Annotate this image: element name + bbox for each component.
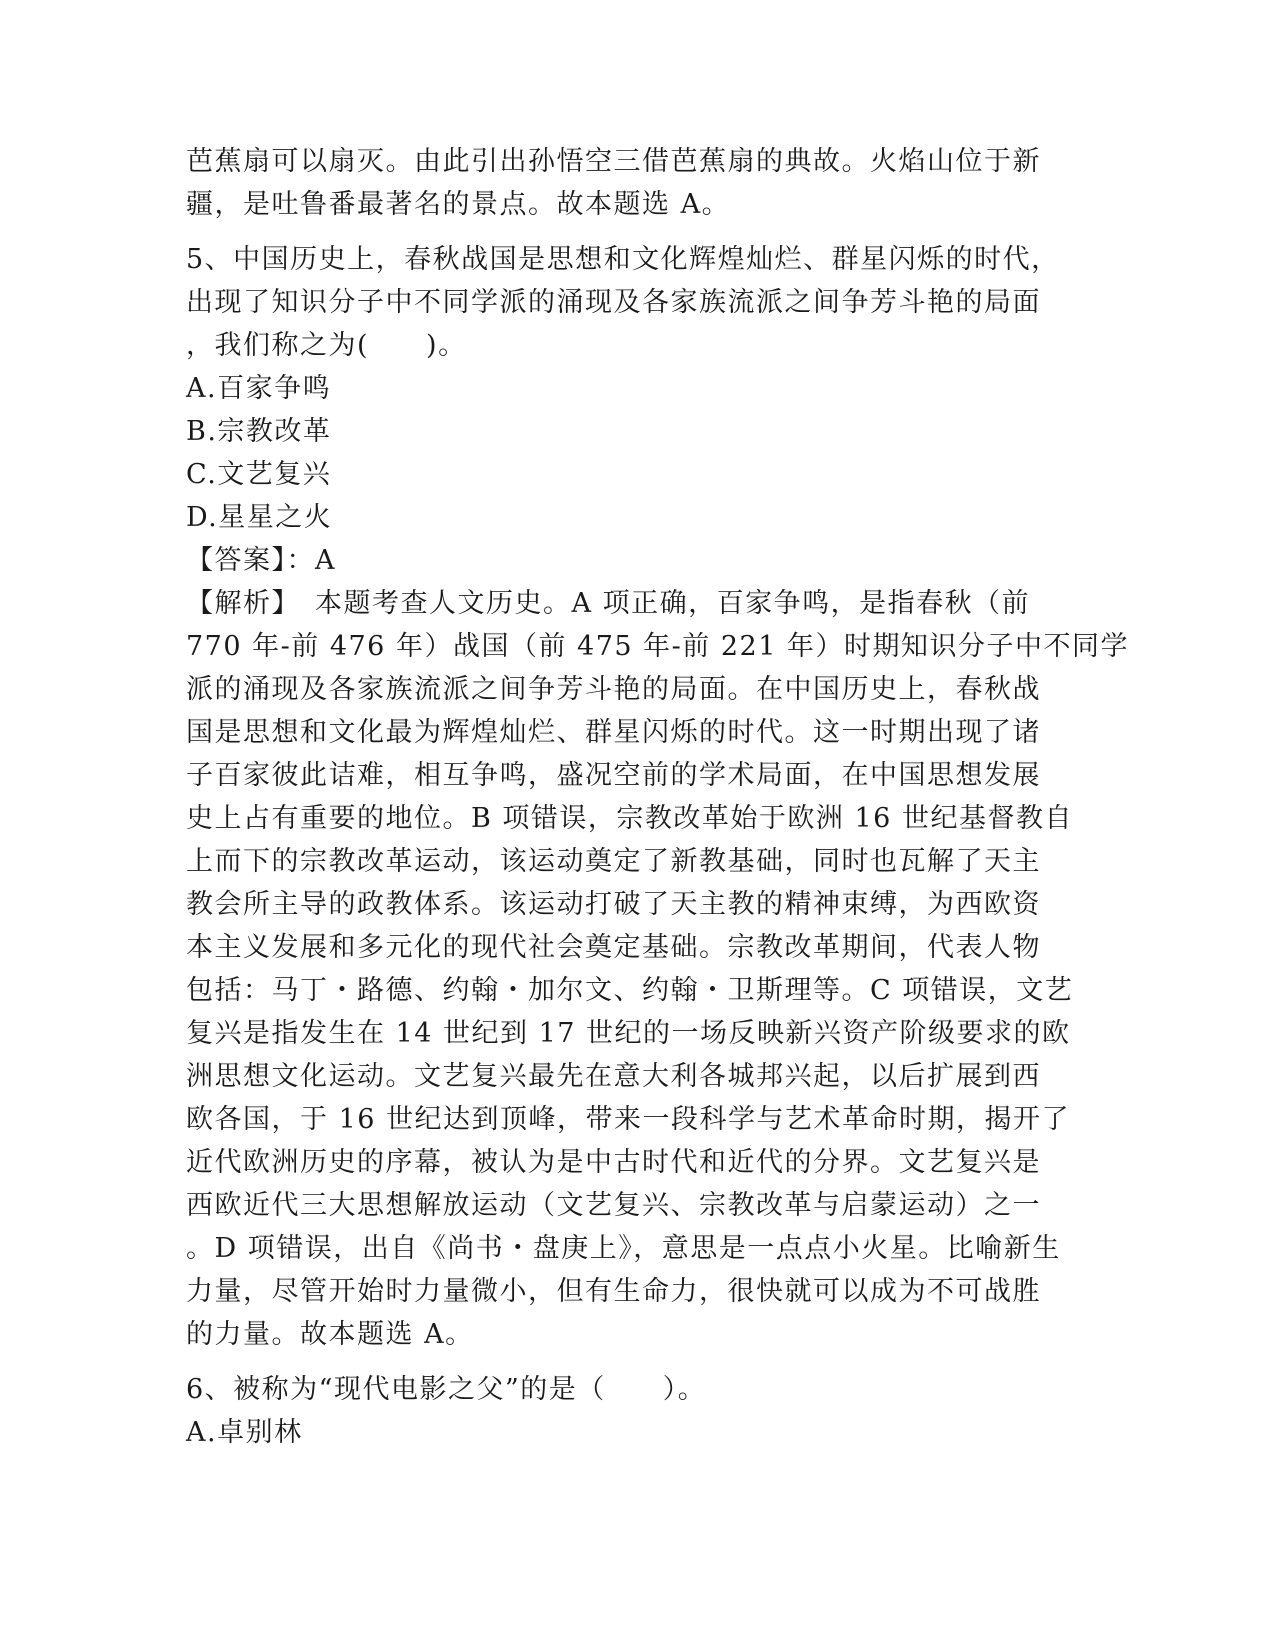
analysis-line: 西欧近代三大思想解放运动（文艺复兴、宗教改革与启蒙运动）之一 <box>186 1190 1041 1221</box>
analysis-line: 近代欧洲历史的序幕，被认为是中古时代和近代的分界。文艺复兴是 <box>186 1147 1041 1178</box>
option-a: A.卓别林 <box>186 1417 303 1448</box>
analysis-line: 上而下的宗教改革运动，该运动奠定了新教基础，同时也瓦解了天主 <box>186 846 1041 877</box>
previous-answer-tail <box>186 140 1086 226</box>
analysis-line: 洲思想文化运动。文艺复兴最先在意大利各城邦兴起，以后扩展到西 <box>186 1061 1041 1092</box>
analysis-line: 。D 项错误，出自《尚书・盘庚上》，意思是一点点小火星。比喻新生 <box>186 1233 1061 1264</box>
analysis-line: 派的涌现及各家族流派之间争芳斗艳的局面。在中国历史上，春秋战 <box>186 674 1041 705</box>
question-stem-line: 6、被称为“现代电影之父”的是（ ）。 <box>186 1374 707 1405</box>
option-c: C.文艺复兴 <box>186 459 332 490</box>
option-d: D.星星之火 <box>186 502 333 533</box>
question-stem-line: 出现了知识分子中不同学派的涌现及各家族流派之间争芳斗艳的局面 <box>186 287 1041 318</box>
analysis-line: 【解析】 本题考查人文历史。A 项正确，百家争鸣，是指春秋（前 <box>186 588 1031 619</box>
analysis-line: 国是思想和文化最为辉煌灿烂、群星闪烁的时代。这一时期出现了诸 <box>186 717 1041 748</box>
analysis-line: 复兴是指发生在 14 世纪到 17 世纪的一场反映新兴资产阶级要求的欧 <box>186 1018 1071 1049</box>
analysis-line: 欧各国，于 16 世纪达到顶峰，带来一段科学与艺术革命时期，揭开了 <box>186 1104 1071 1135</box>
question-5 <box>186 238 1129 1356</box>
analysis-line: 本主义发展和多元化的现代社会奠定基础。宗教改革期间，代表人物 <box>186 932 1041 963</box>
option-a: A.百家争鸣 <box>186 373 332 404</box>
analysis-line: 子百家彼此诘难，相互争鸣，盛况空前的学术局面，在中国思想发展 <box>186 760 1041 791</box>
question-stem-line: ，我们称之为( )。 <box>186 330 467 361</box>
analysis-line: 的力量。故本题选 A。 <box>186 1319 474 1350</box>
text-line: 芭蕉扇可以扇灭。由此引出孙悟空三借芭蕉扇的典故。火焰山位于新 <box>186 146 1041 177</box>
analysis-line: 力量，尽管开始时力量微小，但有生命力，很快就可以成为不可战胜 <box>186 1276 1041 1307</box>
document-page <box>186 140 1129 1454</box>
question-6 <box>186 1368 1086 1454</box>
analysis-line: 770 年-前 476 年）战国（前 475 年-前 221 年）时期知识分子中不同学 <box>186 631 1129 662</box>
analysis-line: 教会所主导的政教体系。该运动打破了天主教的精神束缚，为西欧资 <box>186 889 1041 920</box>
analysis-line: 包括：马丁・路德、约翰・加尔文、约翰・卫斯理等。C 项错误，文艺 <box>186 975 1074 1006</box>
question-stem-line: 5、中国历史上，春秋战国是思想和文化辉煌灿烂、群星闪烁的时代， <box>186 244 1060 275</box>
text-line: 疆，是吐鲁番最著名的景点。故本题选 A。 <box>186 189 731 220</box>
answer-line: 【答案】：A <box>186 545 336 576</box>
option-b: B.宗教改革 <box>186 416 332 447</box>
analysis-block <box>186 582 1129 1356</box>
analysis-line: 史上占有重要的地位。B 项错误，宗教改革始于欧洲 16 世纪基督教自 <box>186 803 1073 834</box>
